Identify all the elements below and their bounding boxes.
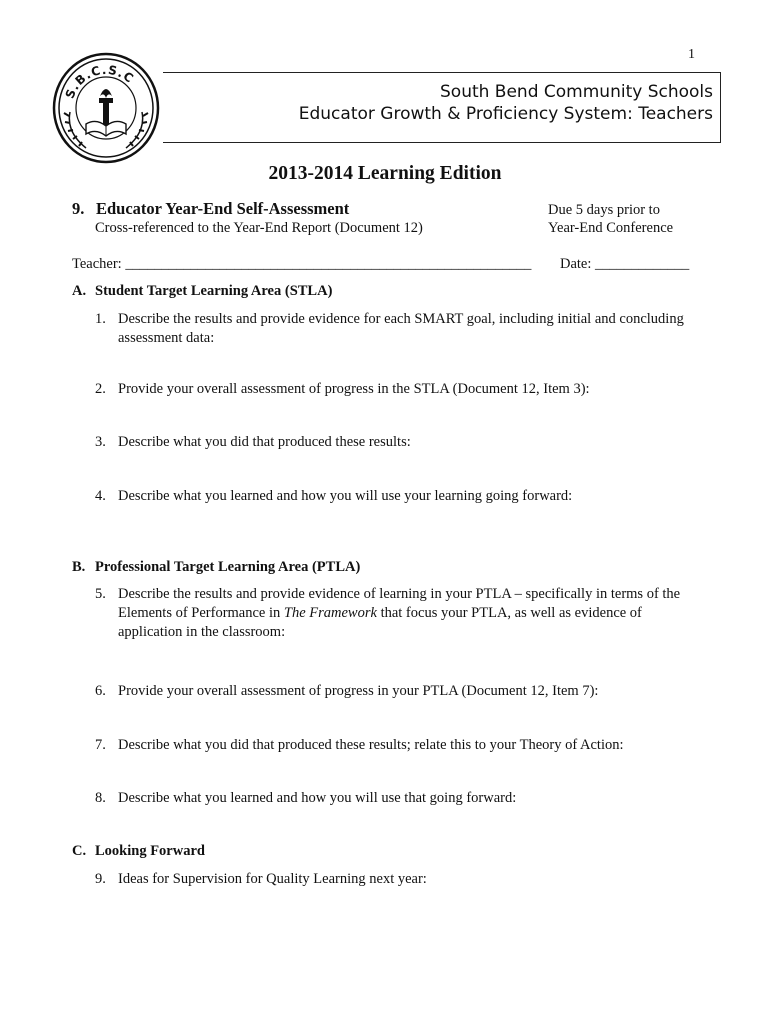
page-number: 1 (688, 47, 695, 62)
section-title: Student Target Learning Area (STLA) (95, 283, 333, 299)
system-name: Educator Growth & Proficiency System: Teachers (298, 104, 713, 124)
header-rule-right (720, 72, 721, 143)
svg-text:S.B.C.S.C (63, 63, 137, 101)
question-4 (95, 487, 695, 506)
question-text-part: Describe the results and provide evidence of learning in your PTLA – specifically in terms of the Elements of Performance in (118, 586, 681, 621)
question-text: Describe what you learned and how you will use that going forward: (118, 790, 517, 806)
question-number: 6. (95, 683, 106, 699)
question-text: Describe what you learned and how you will use your learning going forward: (118, 488, 573, 504)
section-b-heading (72, 559, 360, 576)
question-1 (95, 310, 695, 348)
teacher-field[interactable]: Teacher: ________________________________________________________ (72, 256, 532, 272)
question-number: 7. (95, 737, 106, 753)
question-text: Describe what you did that produced these results: (118, 434, 411, 450)
question-number: 1. (95, 311, 106, 327)
question-3 (95, 433, 695, 452)
form-title-text: Educator Year-End Self-Assessment (96, 199, 350, 218)
edition-title: 2013-2014 Learning Edition (268, 163, 502, 184)
question-text: Provide your overall assessment of progress in your PTLA (Document 12, Item 7): (118, 683, 599, 699)
school-seal-logo (52, 52, 160, 164)
seal-text: S.B.C.S.C (62, 62, 137, 101)
form-subtitle: Cross-referenced to the Year-End Report (Document 12) (95, 220, 423, 236)
date-field[interactable]: Date: _____________ (560, 256, 690, 272)
question-number: 5. (95, 586, 106, 602)
header-rule-top (163, 72, 721, 73)
form-number: 9. (72, 199, 85, 218)
form-title (72, 199, 349, 219)
question-text-part: that focus your PTLA, as well as evidence of application in the classroom: (118, 605, 642, 640)
due-line-1: Due 5 days prior to (548, 202, 660, 218)
district-name: South Bend Community Schools (440, 82, 713, 102)
question-text (118, 585, 695, 642)
question-number: 2. (95, 381, 106, 397)
section-letter: A. (72, 283, 87, 299)
question-number: 8. (95, 790, 106, 806)
section-letter: B. (72, 559, 86, 575)
question-number: 4. (95, 488, 106, 504)
due-line-2: Year-End Conference (548, 220, 674, 236)
question-text: Ideas for Supervision for Quality Learning next year: (118, 871, 427, 887)
question-number: 9. (95, 871, 106, 887)
question-9 (95, 870, 695, 889)
section-letter: C. (72, 843, 87, 859)
section-title: Professional Target Learning Area (PTLA) (95, 559, 361, 575)
section-title: Looking Forward (95, 843, 205, 859)
question-7 (95, 736, 695, 755)
question-text: Describe what you did that produced these results; relate this to your Theory of Action: (118, 737, 624, 753)
framework-title: The Framework (283, 605, 377, 621)
question-5 (95, 585, 695, 642)
question-text: Describe the results and provide evidence for each SMART goal, including initial and concluding assessment data: (118, 311, 684, 346)
question-number: 3. (95, 434, 106, 450)
section-c-heading (72, 843, 205, 860)
question-2 (95, 380, 695, 399)
header-rule-bottom (163, 142, 721, 143)
question-6 (95, 682, 695, 701)
question-text: Provide your overall assessment of progress in the STLA (Document 12, Item 3): (118, 381, 590, 397)
section-a-heading (72, 283, 332, 300)
question-8 (95, 789, 695, 808)
